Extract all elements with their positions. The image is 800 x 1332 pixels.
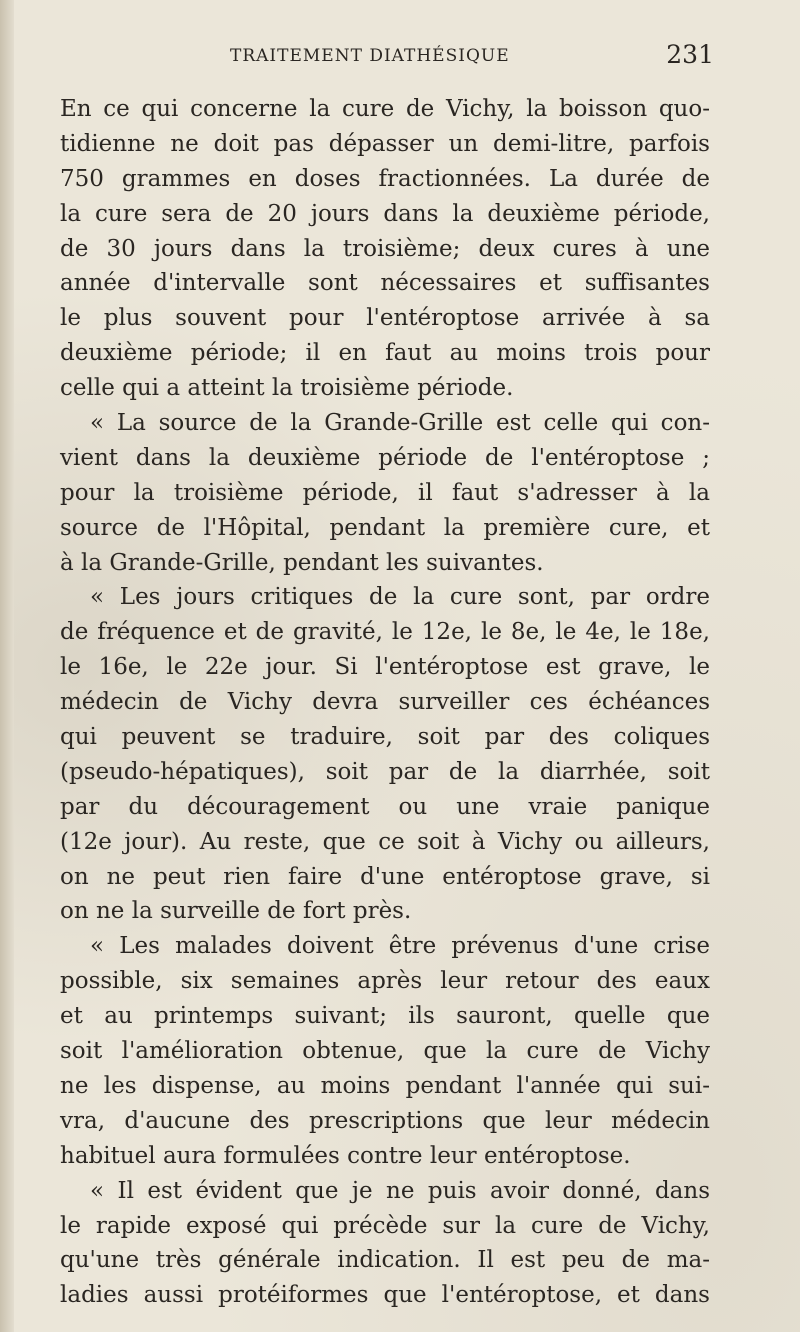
text-line: de fréquence et de gravité, le 12e, le 8e, le 4e, le 18e, xyxy=(60,619,710,646)
page-number: 231 xyxy=(666,40,714,69)
text-line: de 30 jours dans la troisième; deux cures à une xyxy=(60,235,710,262)
text-line: « La source de la Grande-Grille est celle qui con- xyxy=(90,410,710,437)
page-header xyxy=(60,40,714,76)
text-line: deuxième période; il en faut au moins trois pour xyxy=(60,340,710,367)
text-line: possible, six semaines après leur retour des eaux xyxy=(60,968,710,995)
body-text xyxy=(60,92,710,1313)
text-line: « Il est évident que je ne puis avoir donné, dans xyxy=(90,1177,710,1204)
text-line: le 16e, le 22e jour. Si l'entéroptose est grave, le xyxy=(60,654,710,681)
text-line: on ne peut rien faire d'une entéroptose grave, si xyxy=(60,863,710,890)
text-line: et au printemps suivant; ils sauront, quelle que xyxy=(60,1003,710,1030)
text-line: celle qui a atteint la troisième période. xyxy=(60,375,514,402)
text-line: médecin de Vichy devra surveiller ces échéances xyxy=(60,689,710,716)
text-line: à la Grande-Grille, pendant les suivantes. xyxy=(60,549,544,576)
text-line: habituel aura formulées contre leur entéroptose. xyxy=(60,1142,631,1169)
text-line: (pseudo-hépatiques), soit par de la diarrhée, soit xyxy=(60,758,710,785)
text-line: vra, d'aucune des prescriptions que leur médecin xyxy=(60,1107,710,1134)
text-line: En ce qui concerne la cure de Vichy, la boisson quo- xyxy=(60,96,710,122)
text-line: vient dans la deuxième période de l'entéroptose ; xyxy=(60,444,710,471)
text-line: soit l'amélioration obtenue, que la cure de Vichy xyxy=(60,1038,710,1065)
text-line: qu'une très générale indication. Il est peu de ma- xyxy=(60,1247,710,1274)
text-line: (12e jour). Au reste, que ce soit à Vichy ou ailleurs, xyxy=(60,828,710,855)
page-binding-edge xyxy=(0,0,14,1332)
text-line: le plus souvent pour l'entéroptose arrivée à sa xyxy=(60,305,710,332)
text-line: « Les jours critiques de la cure sont, par ordre xyxy=(90,584,710,611)
text-line: « Les malades doivent être prévenus d'une crise xyxy=(90,933,710,960)
text-line: la cure sera de 20 jours dans la deuxième période, xyxy=(60,200,710,227)
text-line: ladies aussi protéiformes que l'entéroptose, et dans xyxy=(60,1282,710,1309)
text-line: on ne la surveille de fort près. xyxy=(60,898,412,925)
text-line: source de l'Hôpital, pendant la première cure, et xyxy=(60,514,710,541)
text-line: année d'intervalle sont nécessaires et suffisantes xyxy=(60,270,710,297)
text-line: qui peuvent se traduire, soit par des coliques xyxy=(60,724,710,751)
text-line: tidienne ne doit pas dépasser un demi-litre, parfois xyxy=(60,130,710,157)
text-line: pour la troisième période, il faut s'adresser à la xyxy=(60,479,710,506)
text-line: 750 grammes en doses fractionnées. La durée de xyxy=(60,165,710,192)
text-line: ne les dispense, au moins pendant l'année qui sui- xyxy=(60,1072,710,1099)
text-line: le rapide exposé qui précède sur la cure de Vichy, xyxy=(60,1212,710,1239)
running-title: TRAITEMENT DIATHÉSIQUE xyxy=(230,46,510,66)
text-line: par du découragement ou une vraie panique xyxy=(60,793,710,820)
